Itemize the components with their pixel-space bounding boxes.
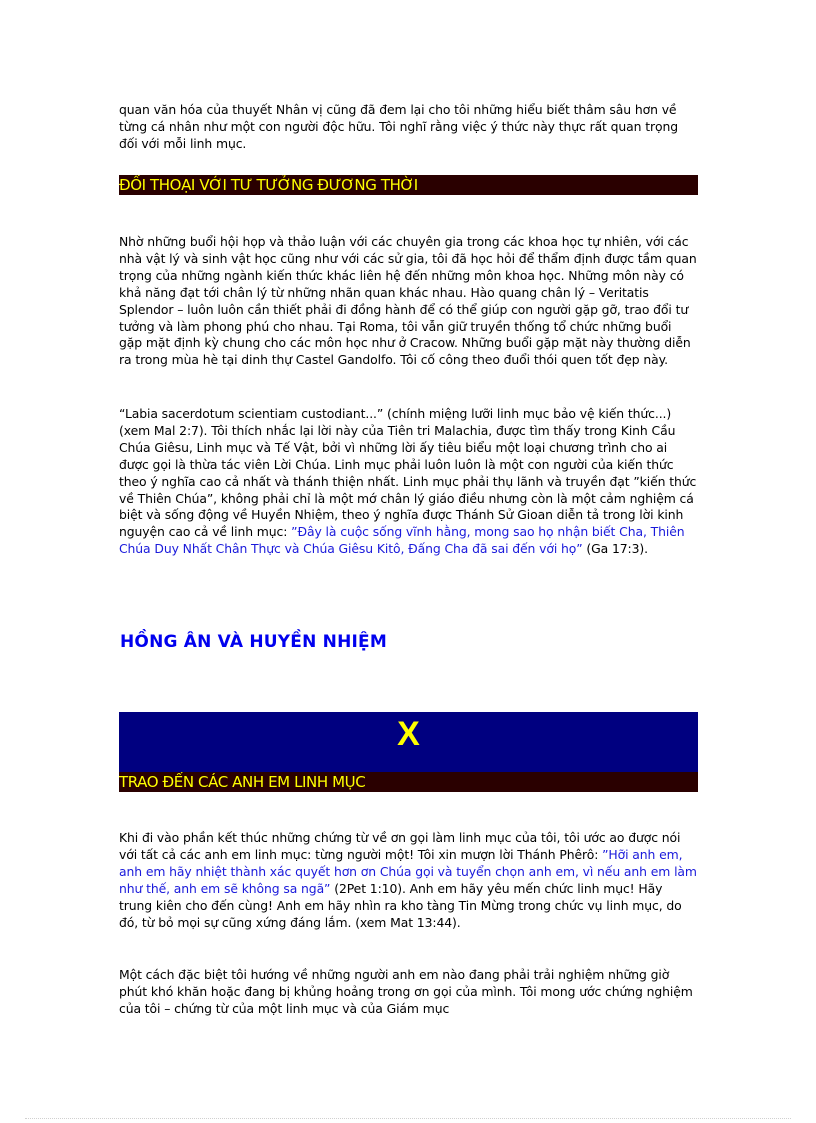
intro-paragraph: quan văn hóa của thuyết Nhân vị cũng đã đem lại cho tôi những hiểu biết thâm sâu hơn về từng cá nhân như một con người độc hữu. Tôi nghĩ rằng việc ý thức này thực rất quan trọng đối với mỗi linh mục. [119,102,679,151]
section2-paragraph-2: Một cách đặc biệt tôi hướng về những người anh em nào đang phải trải nghiệm những giờ phút khó khăn hoặc đang bị khủng hoảng trong ơn gọi của mình. Tôi mong ước chứng nghiệm của tôi – chứng từ của một linh mục và của Giám mục [119,967,693,1016]
section-heading-priests: TRAO ĐẾN CÁC ANH EM LINH MỤC [119,772,698,792]
chapter-number-box [119,712,698,772]
section1-paragraph-1: Nhờ những buổi hội họp và thảo luận với các chuyên gia trong các khoa học tự nhiên, với các nhà vật lý và sinh vật học cũng như với các sử gia, tôi đã học hỏi để thẩm định được tầm quan trọng của những ngành kiến thức khác liên hệ đến những môn khoa học. Những môn này có khả năng đạt tới chân lý từ những nhãn quan khác nhau. Hào quang chân lý – Veritatis Splendor – luôn luôn cần thiết phải đi đồng hành để có thể giúp con người gặp gỡ, trao đổi tư tưởng và làm phong phú cho nhau. Tại Roma, tôi vẫn giữ truyền thống tổ chức những buổi gặp mặt định kỳ chung cho các môn học như ở Cracow. Những buổi gặp mặt này thường diễn ra trong mùa hè tại dinh thự Castel Gandolfo. Tôi cố công theo đuổi thói quen tốt đẹp này. [119,234,697,368]
section2-paragraph-1 [119,830,698,931]
paragraph-text: Khi đi vào phần kết thúc những chứng từ về ơn gọi làm linh mục của tôi, tôi ước ao được nói với tất cả các anh em linh mục: từng người một! Tôi xin mượn lời Thánh Phêrô: [119,830,681,862]
paragraph-text: “Labia sacerdotum scientiam custodiant...” (chính miệng lưỡi linh mục bảo vệ kiến thức...) (xem Mal 2:7). Tôi thích nhắc lại lời này của Tiên tri Malachia, được tìm thấy trong Kinh Cầu Chúa Giêsu, Linh mục và Tế Vật, bởi vì những lời ấy tiêu biểu một loại chương trình cho ai được gọi là thừa tác viên Lời Chúa. Linh mục phải luôn luôn là một con người của kiến thức theo ý nghĩa cao cả nhất và thánh thiện nhất. Linh mục phải thụ lãnh và truyền đạt ”kiến thức về Thiên Chúa”, không phải chỉ là một mớ chân lý giáo điều nhưng còn là một cảm nghiệm cá biệt và sống động về Huyền Nhiệm, theo ý nghĩa được Thánh Sử Gioan diễn tả trong lời kinh nguyện cao cả về linh mục: [119,406,697,540]
section1-paragraph-2 [119,406,698,558]
chapter-number: X [397,715,420,753]
scripture-reference: (Ga 17:3). [582,541,648,557]
scripture-quote: ”Đây là cuộc sống vĩnh hằng, mong sao họ nhận biết Cha, Thiên Chúa Duy Nhất Chân Thực và Chúa Giêsu Kitô, Đấng Cha đã sai đến với họ” [119,524,685,557]
section-heading-dialogue: ĐỐI THOẠI VỚI TƯ TƯỞNG ĐƯƠNG THỜI [119,175,698,195]
scripture-quote: ”Hỡi anh em, anh em hãy nhiệt thành xác quyết hơn ơn Chúa gọi và tuyển chọn anh em, vì nếu anh em làm như thế, anh em sẽ không sa ngã” [119,846,697,896]
page-bottom-divider [25,1118,791,1119]
part-title: HỒNG ÂN VÀ HUYỀN NHIỆM [120,632,387,652]
paragraph-continuation: (2Pet 1:10). Anh em hãy yêu mến chức linh mục! Hãy trung kiên cho đến cùng! Anh em hãy nhìn ra kho tàng Tin Mừng trong chức vụ linh mục, do đó, từ bỏ mọi sự cũng xứng đáng lắm. (xem Mat 13:44). [119,880,682,930]
